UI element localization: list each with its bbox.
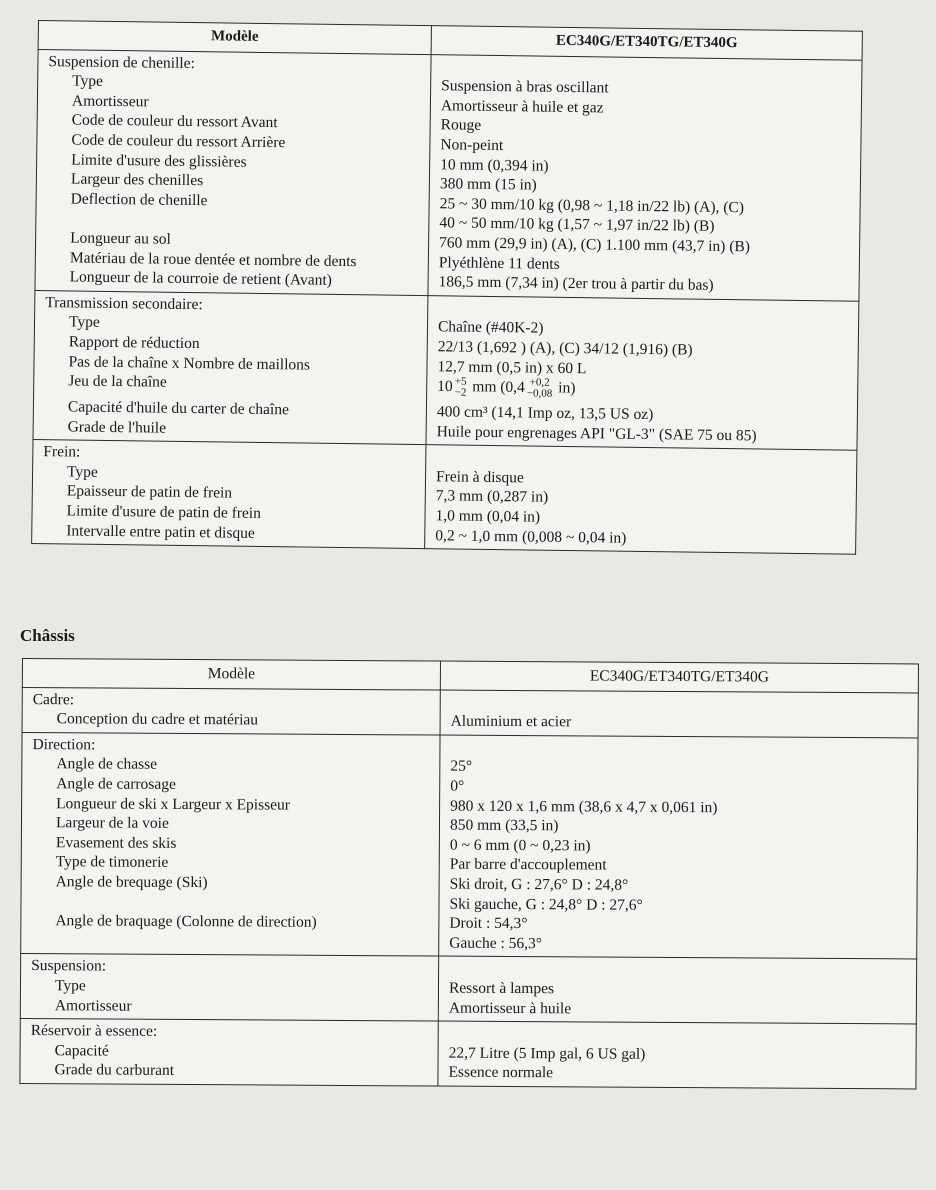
section-heading-chassis: Châssis <box>20 626 75 645</box>
model-header: Modèle <box>22 659 440 690</box>
spec-label: Type <box>66 463 98 481</box>
spec-label: Grade du carburant <box>54 1061 175 1080</box>
section-row <box>21 732 918 959</box>
spec-value: Suspension à bras oscillant <box>441 77 609 97</box>
spec-value: 400 cm³ (14,1 Imp oz, 13,5 US oz) <box>436 403 654 424</box>
spec-table-chassis <box>19 658 919 1089</box>
spec-label: Angle de braquage (Colonne de direction) <box>55 912 317 931</box>
spec-value: 850 mm (33,5 in) <box>449 816 559 835</box>
model-header: Modèle <box>38 21 431 55</box>
section-row <box>22 687 918 738</box>
section-row <box>20 1019 916 1089</box>
section-labels <box>20 1019 438 1086</box>
section-title: Frein: <box>43 443 81 461</box>
spec-table-drivetrain <box>31 20 863 555</box>
spec-label: Type de timonerie <box>55 853 169 872</box>
spec-value: 7,3 mm (0,287 in) <box>435 487 549 507</box>
spec-value: 760 mm (29,9 in) (A), (C) 1.100 mm (43,7 in) (B) <box>439 234 751 256</box>
spec-label: Capacité d'huile du carter de chaîne <box>67 398 290 419</box>
spec-label: Angle de chasse <box>56 755 158 774</box>
spec-value: 0,2 ~ 1,0 mm (0,008 ~ 0,04 in) <box>435 526 627 547</box>
spec-label: Amortisseur <box>54 996 132 1015</box>
spec-value: 980 x 120 x 1,6 mm (38,6 x 4,7 x 0,061 in) <box>450 797 718 816</box>
spec-value: Amortisseur à huile et gaz <box>440 97 604 117</box>
spec-label: Matériau de la roue dentée et nombre de dents <box>69 248 357 270</box>
spec-value: Aluminium et acier <box>450 712 572 731</box>
section-title: Réservoir à essence: <box>30 1022 158 1040</box>
section-labels <box>32 440 426 549</box>
spec-label: Deflection de chenille <box>70 190 208 209</box>
spec-label: Type <box>54 977 86 995</box>
section-title: Cadre: <box>32 690 75 708</box>
spec-value: Ressort à lampes <box>448 979 555 998</box>
spec-label: Grade de l'huile <box>67 418 167 437</box>
spec-value: Non-peint <box>440 136 504 155</box>
spec-value: Par barre d'accouplement <box>449 855 607 874</box>
section-labels <box>33 290 428 445</box>
section-labels <box>21 732 440 956</box>
section-labels <box>20 954 438 1021</box>
chain-play-value: 10 +5 −2 mm (0,4 +0,2 −0,08 in) <box>437 375 576 400</box>
section-values <box>438 956 916 1024</box>
spec-label: Pas de la chaîne x Nombre de maillons <box>68 352 311 374</box>
section-values <box>439 735 918 959</box>
spec-label: Epaisseur de patin de frein <box>66 482 233 503</box>
section-values <box>425 445 857 555</box>
spec-label: Limite d'usure de patin de frein <box>66 502 261 523</box>
section-values <box>440 690 918 738</box>
spec-label: Code de couleur du ressort Arrière <box>71 131 286 152</box>
section-title: Suspension de chenille: <box>48 52 195 72</box>
spec-value: 10 mm (0,394 in) <box>440 155 549 175</box>
spec-label: Longueur au sol <box>70 229 171 248</box>
spec-value: Huile pour engrenages API "GL-3" (SAE 75 ou 85) <box>436 422 757 445</box>
spec-label: Longueur de la courroie de retient (Avant) <box>69 268 332 289</box>
spec-value: Frein à disque <box>435 468 524 487</box>
section-row <box>20 954 916 1024</box>
spec-value: 1,0 mm (0,04 in) <box>435 507 541 526</box>
spec-value: 380 mm (15 in) <box>439 175 537 194</box>
section-title: Suspension: <box>31 957 107 975</box>
spec-label: Type <box>72 72 104 91</box>
spec-label: Amortisseur <box>71 92 149 111</box>
spec-value: Essence normale <box>448 1063 554 1082</box>
section-row <box>33 290 859 450</box>
section-values <box>426 295 859 450</box>
spec-label: Capacité <box>54 1041 109 1060</box>
spec-value: Ski gauche, G : 24,8° D : 27,6° <box>449 895 643 914</box>
spec-label: Jeu de la chaîne <box>68 372 167 391</box>
spec-label: Largeur des chenilles <box>70 170 204 190</box>
spec-value: 22/13 (1,692 ) (A), (C) 34/12 (1,916) (B) <box>437 338 693 359</box>
spec-label: Longueur de ski x Largeur x Episseur <box>56 794 291 814</box>
section-labels <box>22 687 440 735</box>
spec-label: Evasement des skis <box>55 833 177 852</box>
spec-value: Gauche : 56,3° <box>449 934 543 952</box>
spec-value: 12,7 mm (0,5 in) x 60 L <box>437 357 587 377</box>
spec-label: Conception du cadre et matériau <box>56 710 259 729</box>
spec-label <box>31 892 430 914</box>
section-labels <box>35 49 431 295</box>
section-title: Direction: <box>32 735 96 754</box>
section-values <box>438 1021 916 1089</box>
spec-label: Code de couleur du ressort Avant <box>71 111 278 132</box>
model-value: EC340G/ET340TG/ET340G <box>440 661 918 693</box>
spec-value: 25° <box>450 757 473 776</box>
spec-value: 22,7 Litre (5 Imp gal, 6 US gal) <box>448 1044 646 1063</box>
spec-value: Ski droit, G : 27,6° D : 24,8° <box>449 875 629 894</box>
section-row <box>35 49 862 301</box>
spec-label: Intervalle entre patin et disque <box>66 522 255 542</box>
spec-label: Rapport de réduction <box>68 333 200 353</box>
spec-value: 0 ~ 6 mm (0 ~ 0,23 in) <box>449 836 591 855</box>
section-title: Transmission secondaire: <box>45 293 203 313</box>
spec-value: 40 ~ 50 mm/10 kg (1,57 ~ 1,97 in/22 lb) (B) <box>439 214 715 236</box>
section-values <box>428 54 862 301</box>
model-value: EC340G/ET340TG/ET340G <box>431 26 862 60</box>
spec-label: Angle de carrosage <box>56 775 176 793</box>
spec-value: 0° <box>450 777 465 795</box>
spec-label: Angle de brequage (Ski) <box>55 873 208 892</box>
spec-value: Chaîne (#40K-2) <box>437 318 544 337</box>
spec-value: 186,5 mm (7,34 in) (2er trou à partir du bas) <box>438 273 714 294</box>
spec-label: Limite d'usure des glissières <box>71 151 247 171</box>
section-row <box>32 440 857 555</box>
spec-value: Rouge <box>440 116 482 135</box>
spec-value: Droit : 54,3° <box>449 914 528 933</box>
spec-value: 25 ~ 30 mm/10 kg (0,98 ~ 1,18 in/22 lb) (A), (C) <box>439 195 745 217</box>
spec-value: Amortisseur à huile <box>448 999 572 1017</box>
spec-value: Plyéthlène 11 dents <box>438 253 560 273</box>
spec-label <box>31 931 430 953</box>
spec-label: Largeur de la voie <box>55 814 169 833</box>
spec-label: Type <box>68 313 100 332</box>
